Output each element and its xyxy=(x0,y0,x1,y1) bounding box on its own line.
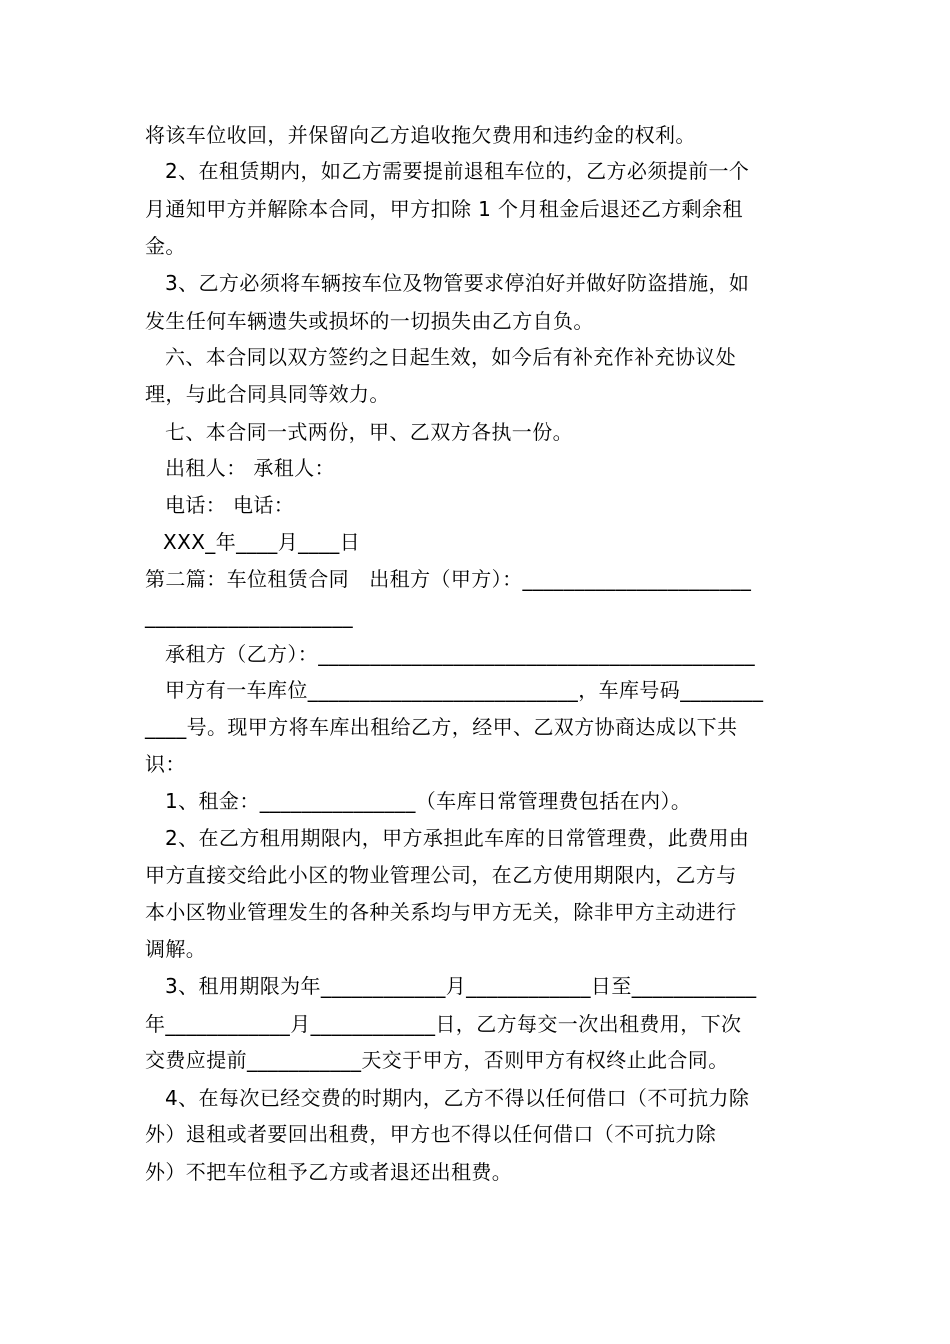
paragraph-line: 将该车位收回，并保留向乙方追收拖欠费用和违约金的权利。 xyxy=(145,123,696,147)
signature-date: XXX_年____月____日 xyxy=(163,530,361,554)
paragraph-line: 2、在租赁期内，如乙方需要提前退租车位的，乙方必须提前一个 xyxy=(165,159,750,183)
paragraph-line: 交费应提前___________天交于甲方，否则甲方有权终止此合同。 xyxy=(145,1048,729,1072)
paragraph-line: 本小区物业管理发生的各种关系均与甲方无关，除非甲方主动进行 xyxy=(145,900,737,924)
paragraph-line: 3、租用期限为年____________月____________日至____________ xyxy=(165,974,757,998)
paragraph-line: 外）不把车位租予乙方或者退还出租费。 xyxy=(145,1160,513,1184)
paragraph-line: 承租方（乙方）：__________________________________________ xyxy=(165,642,755,666)
paragraph-line: 3、乙方必须将车辆按车位及物管要求停泊好并做好防盗措施，如 xyxy=(165,271,750,295)
paragraph-line: 年____________月____________日，乙方每交一次出租费用，下次 xyxy=(145,1012,742,1036)
paragraph-line: 识： xyxy=(145,752,186,776)
paragraph-line: 甲方有一车库位__________________________，车库号码________ xyxy=(165,678,764,702)
paragraph-line: ____号。现甲方将车库出租给乙方，经甲、乙双方协商达成以下共 xyxy=(145,715,738,739)
paragraph-line: 甲方直接交给此小区的物业管理公司，在乙方使用期限内，乙方与 xyxy=(145,863,737,887)
paragraph-line: 理，与此合同具同等效力。 xyxy=(145,382,390,406)
paragraph-line: ____________________ xyxy=(145,604,353,628)
signature-parties: 出租人： 承租人： xyxy=(165,456,335,480)
paragraph-line: 月通知甲方并解除本合同，甲方扣除 1 个月租金后退还乙方剩余租 xyxy=(145,197,743,221)
paragraph-line: 金。 xyxy=(145,234,186,258)
signature-phones: 电话： 电话： xyxy=(165,493,295,517)
paragraph-line: 七、本合同一式两份，甲、乙双方各执一份。 xyxy=(165,420,573,444)
paragraph-line: 发生任何车辆遗失或损坏的一切损失由乙方自负。 xyxy=(145,309,594,333)
paragraph-line: 外）退租或者要回出租费，甲方也不得以任何借口（不可抗力除 xyxy=(145,1122,717,1146)
paragraph-line: 4、在每次已经交费的时期内，乙方不得以任何借口（不可抗力除 xyxy=(165,1086,750,1110)
paragraph-line: 六、本合同以双方签约之日起生效，如今后有补充作补充协议处 xyxy=(165,345,737,369)
paragraph-line: 1、租金：_______________（车库日常管理费包括在内）。 xyxy=(165,789,692,813)
section-heading: 第二篇：车位租赁合同 出租方（甲方）：______________________ xyxy=(145,567,752,591)
paragraph-line: 2、在乙方租用期限内，甲方承担此车库的日常管理费，此费用由 xyxy=(165,826,750,850)
paragraph-line: 调解。 xyxy=(145,937,207,961)
